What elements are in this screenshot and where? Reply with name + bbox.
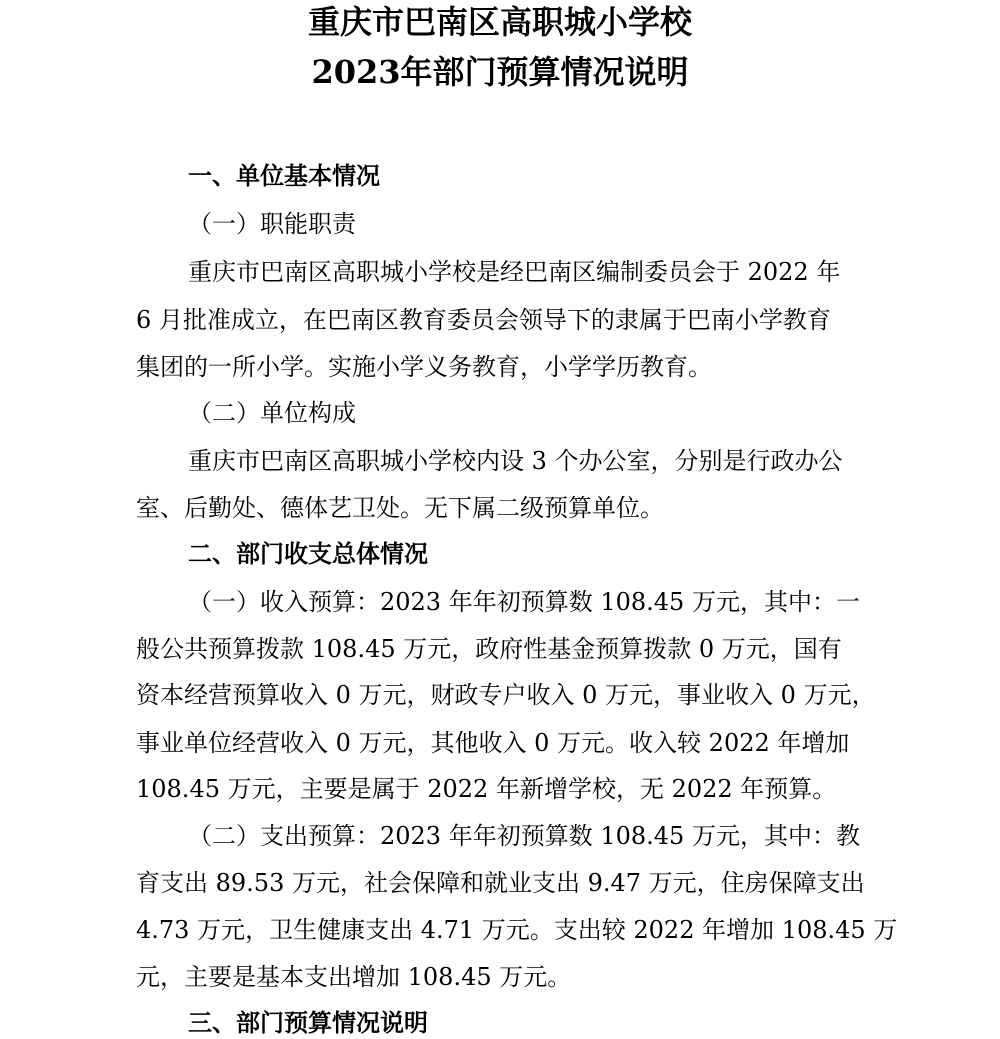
- paragraph-2-line-2: 室、后勤处、德体艺卫处。无下属二级预算单位。: [136, 494, 664, 522]
- document-title-line-1: 重庆市巴南区高职城小学校: [307, 3, 692, 41]
- paragraph-4-line-1: （二）支出预算：2023 年年初预算数 108.45 万元，其中：教: [188, 822, 860, 850]
- section-1-heading: 一、单位基本情况: [188, 161, 380, 190]
- paragraph-1-line-1: 重庆市巴南区高职城小学校是经巴南区编制委员会于 2022 年: [188, 258, 841, 286]
- subsection-1-1-heading: （一）职能职责: [188, 210, 356, 238]
- paragraph-3-line-4: 事业单位经营收入 0 万元，其他收入 0 万元。收入较 2022 年增加: [136, 729, 850, 757]
- paragraph-4-line-2: 育支出 89.53 万元，社会保障和就业支出 9.47 万元，住房保障支出: [136, 869, 865, 897]
- document-title-line-2: 2023年部门预算情况说明: [311, 53, 689, 91]
- paragraph-4-line-3: 4.73 万元，卫生健康支出 4.71 万元。支出较 2022 年增加 108.45 万: [136, 916, 898, 944]
- paragraph-3-line-2: 般公共预算拨款 108.45 万元，政府性基金预算拨款 0 万元，国有: [136, 635, 842, 663]
- paragraph-3-line-1: （一）收入预算：2023 年年初预算数 108.45 万元，其中：一: [188, 588, 860, 616]
- paragraph-4-line-4: 元，主要是基本支出增加 108.45 万元。: [136, 963, 572, 991]
- subsection-1-2-heading: （二）单位构成: [188, 399, 356, 427]
- paragraph-3-line-3: 资本经营预算收入 0 万元，财政专户收入 0 万元，事业收入 0 万元，: [136, 681, 876, 709]
- section-2-heading: 二、部门收支总体情况: [188, 539, 428, 568]
- paragraph-2-line-1: 重庆市巴南区高职城小学校内设 3 个办公室，分别是行政办公: [188, 447, 843, 475]
- paragraph-3-line-5: 108.45 万元，主要是属于 2022 年新增学校，无 2022 年预算。: [136, 775, 837, 803]
- paragraph-1-line-2: 6 月批准成立，在巴南区教育委员会领导下的隶属于巴南小学教育: [136, 306, 831, 334]
- section-3-heading: 三、部门预算情况说明: [188, 1008, 428, 1037]
- paragraph-1-line-3: 集团的一所小学。实施小学义务教育，小学学历教育。: [136, 353, 712, 381]
